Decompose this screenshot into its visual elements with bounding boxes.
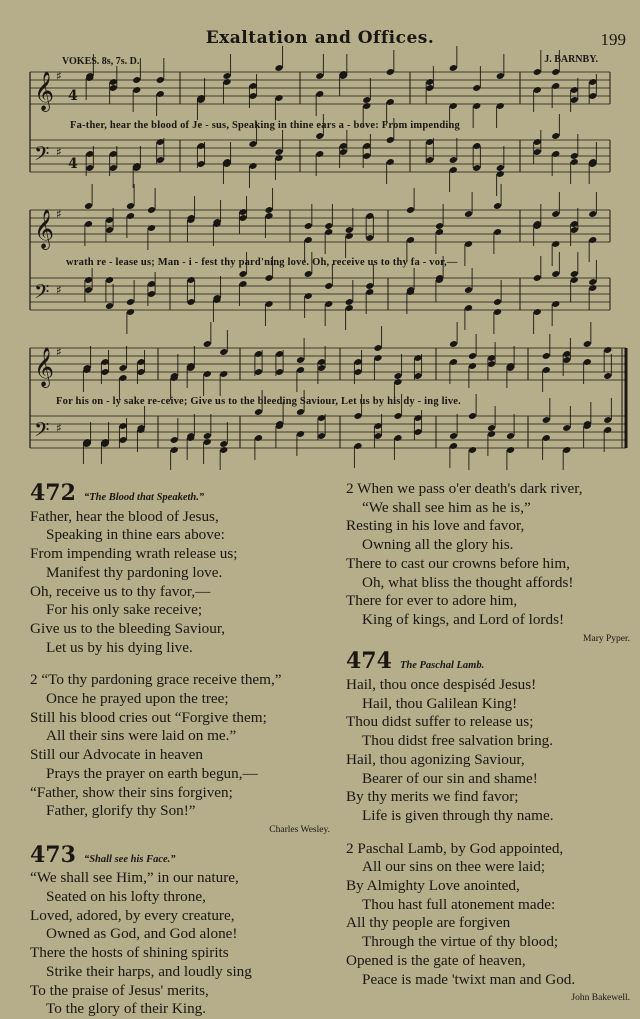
sharp-sign: ♯ xyxy=(56,345,62,359)
verse-line: All their sins were laid on me.” xyxy=(46,727,237,745)
verse-line: Bearer of our sin and shame! xyxy=(362,769,538,787)
verse-line: Strike their harps, and loudly sing xyxy=(46,962,252,980)
music-lyric-line-2: wrath re - lease us; Man - i - fest thy pard'ning love. Oh, receive us to thy fa - vor,— xyxy=(66,257,458,268)
verse-line: Life is given through thy name. xyxy=(362,806,554,824)
verse-line: Resting in his love and favor, xyxy=(346,517,525,535)
hymn-author: Charles Wesley. xyxy=(269,824,330,835)
sharp-sign: ♯ xyxy=(56,69,62,83)
tune-label: VOKES. 8s, 7s. D. xyxy=(62,56,140,67)
verse-line: Owned as God, and God alone! xyxy=(46,925,238,943)
verse-line: Hail, thou agonizing Saviour, xyxy=(346,750,525,768)
verse-line: Seated on his lofty throne, xyxy=(46,888,206,906)
verse-line: 2 “To thy pardoning grace receive them,” xyxy=(30,671,282,689)
verse-line: Oh, what bliss the thought affords! xyxy=(362,573,574,591)
hymn-subtitle: “Shall see his Face.” xyxy=(83,853,176,865)
verse-line: Still his blood cries out “Forgive them; xyxy=(30,708,267,726)
sharp-sign: ♯ xyxy=(56,283,62,297)
verse-line: King of kings, and Lord of lords! xyxy=(362,610,565,628)
verse-line: There to cast our crowns before him, xyxy=(346,554,570,572)
hymn-header xyxy=(30,480,330,508)
time-signature: 4 xyxy=(68,88,78,104)
verse-line: Thou didst suffer to release us; xyxy=(346,713,534,731)
bass-clef: 𝄢 xyxy=(34,418,50,446)
verse-line: For his only sake receive; xyxy=(46,601,203,619)
verse-line: Loved, adored, by every creature, xyxy=(30,906,235,924)
verse-line: Father, hear the blood of Jesus, xyxy=(30,507,219,525)
bass-clef: 𝄢 xyxy=(34,142,50,170)
verse-line: Give us to the bleeding Saviour, xyxy=(30,619,226,637)
verse-line: Through the virtue of thy blood; xyxy=(362,933,559,951)
verse-line: “We shall see him as he is,” xyxy=(362,498,531,516)
verse-line: By thy merits we find favor; xyxy=(346,788,519,806)
sharp-sign: ♯ xyxy=(56,421,62,435)
verse-line: All thy people are forgiven xyxy=(346,914,511,932)
verse-line: Let us by his dying live. xyxy=(46,638,193,656)
verse-line: To the glory of their King. xyxy=(46,1000,207,1018)
sharp-sign: ♯ xyxy=(56,207,62,221)
verse-line: “We shall see Him,” in our nature, xyxy=(30,869,239,887)
verse-line: Opened is the gate of heaven, xyxy=(346,951,526,969)
verse-line: Oh, receive us to thy favor,— xyxy=(30,582,211,600)
page-number: 199 xyxy=(600,30,626,49)
verse-line: All our sins on thee were laid; xyxy=(362,858,546,876)
hymn-header xyxy=(30,841,330,870)
verse-line: To the praise of Jesus' merits, xyxy=(30,981,209,999)
verse-line: Hail, thou Galilean King! xyxy=(362,694,518,712)
hymn-column-right xyxy=(346,480,640,1008)
treble-clef: 𝄞 xyxy=(34,209,55,249)
hymn-author: John Bakewell. xyxy=(571,993,630,1004)
verse-line: Peace is made 'twixt man and God. xyxy=(362,970,576,988)
verse-line: Thou didst free salvation bring. xyxy=(362,732,554,750)
time-signature: 4 xyxy=(68,156,78,172)
page-title: Exaltation and Offices. xyxy=(205,28,435,48)
verse-line: Once he prayed upon the tree; xyxy=(46,690,229,708)
hymn-author: Mary Pyper. xyxy=(583,633,630,644)
hymn-subtitle: The Paschal Lamb. xyxy=(399,660,485,672)
verse-line: Thou hast full atonement made: xyxy=(362,895,556,913)
verse-line: Prays the prayer on earth begun,— xyxy=(46,764,258,782)
composer-name: J. BARNBY. xyxy=(544,54,598,65)
sharp-sign: ♯ xyxy=(56,145,62,159)
verse-line: There the hosts of shining spirits xyxy=(30,944,229,962)
verse-line: There for ever to adore him, xyxy=(346,592,518,610)
music-lyric-line-3: For his on - ly sake re-ceive; Give us to the bleeding Saviour, Let us by his dy - ing live. xyxy=(56,396,461,407)
verse-line: 2 Paschal Lamb, by God appointed, xyxy=(346,839,564,857)
bass-clef: 𝄢 xyxy=(34,280,50,308)
treble-clef: 𝄞 xyxy=(34,71,55,111)
hymn-header xyxy=(346,648,640,676)
treble-clef: 𝄞 xyxy=(34,347,55,387)
verse-line: Manifest thy pardoning love. xyxy=(46,563,223,581)
hymn-number: 472 xyxy=(30,480,76,506)
verse-line: From impending wrath release us; xyxy=(30,545,238,563)
verse-line: 2 When we pass o'er death's dark river, xyxy=(346,480,583,497)
verse-line: Still our Advocate in heaven xyxy=(30,746,203,764)
hymn-subtitle: “The Blood that Speaketh.” xyxy=(83,492,205,503)
verse-line: Speaking in thine ears above: xyxy=(46,526,225,544)
verse-line: By Almighty Love anointed, xyxy=(346,877,520,895)
hymn-column-left xyxy=(30,480,330,1019)
hymn-number: 473 xyxy=(30,841,76,868)
hymn-number: 474 xyxy=(346,648,392,675)
verse-line: “Father, show their sins forgiven; xyxy=(30,783,233,801)
verse-line: Hail, thou once despiséd Jesus! xyxy=(346,676,537,694)
verse-line: Father, glorify thy Son!” xyxy=(46,802,196,820)
music-lyric-line-1: Fa-ther, hear the blood of Je - sus, Speaking in thine ears a - bove: From impending xyxy=(70,120,460,131)
verse-line: Owning all the glory his. xyxy=(362,536,514,554)
